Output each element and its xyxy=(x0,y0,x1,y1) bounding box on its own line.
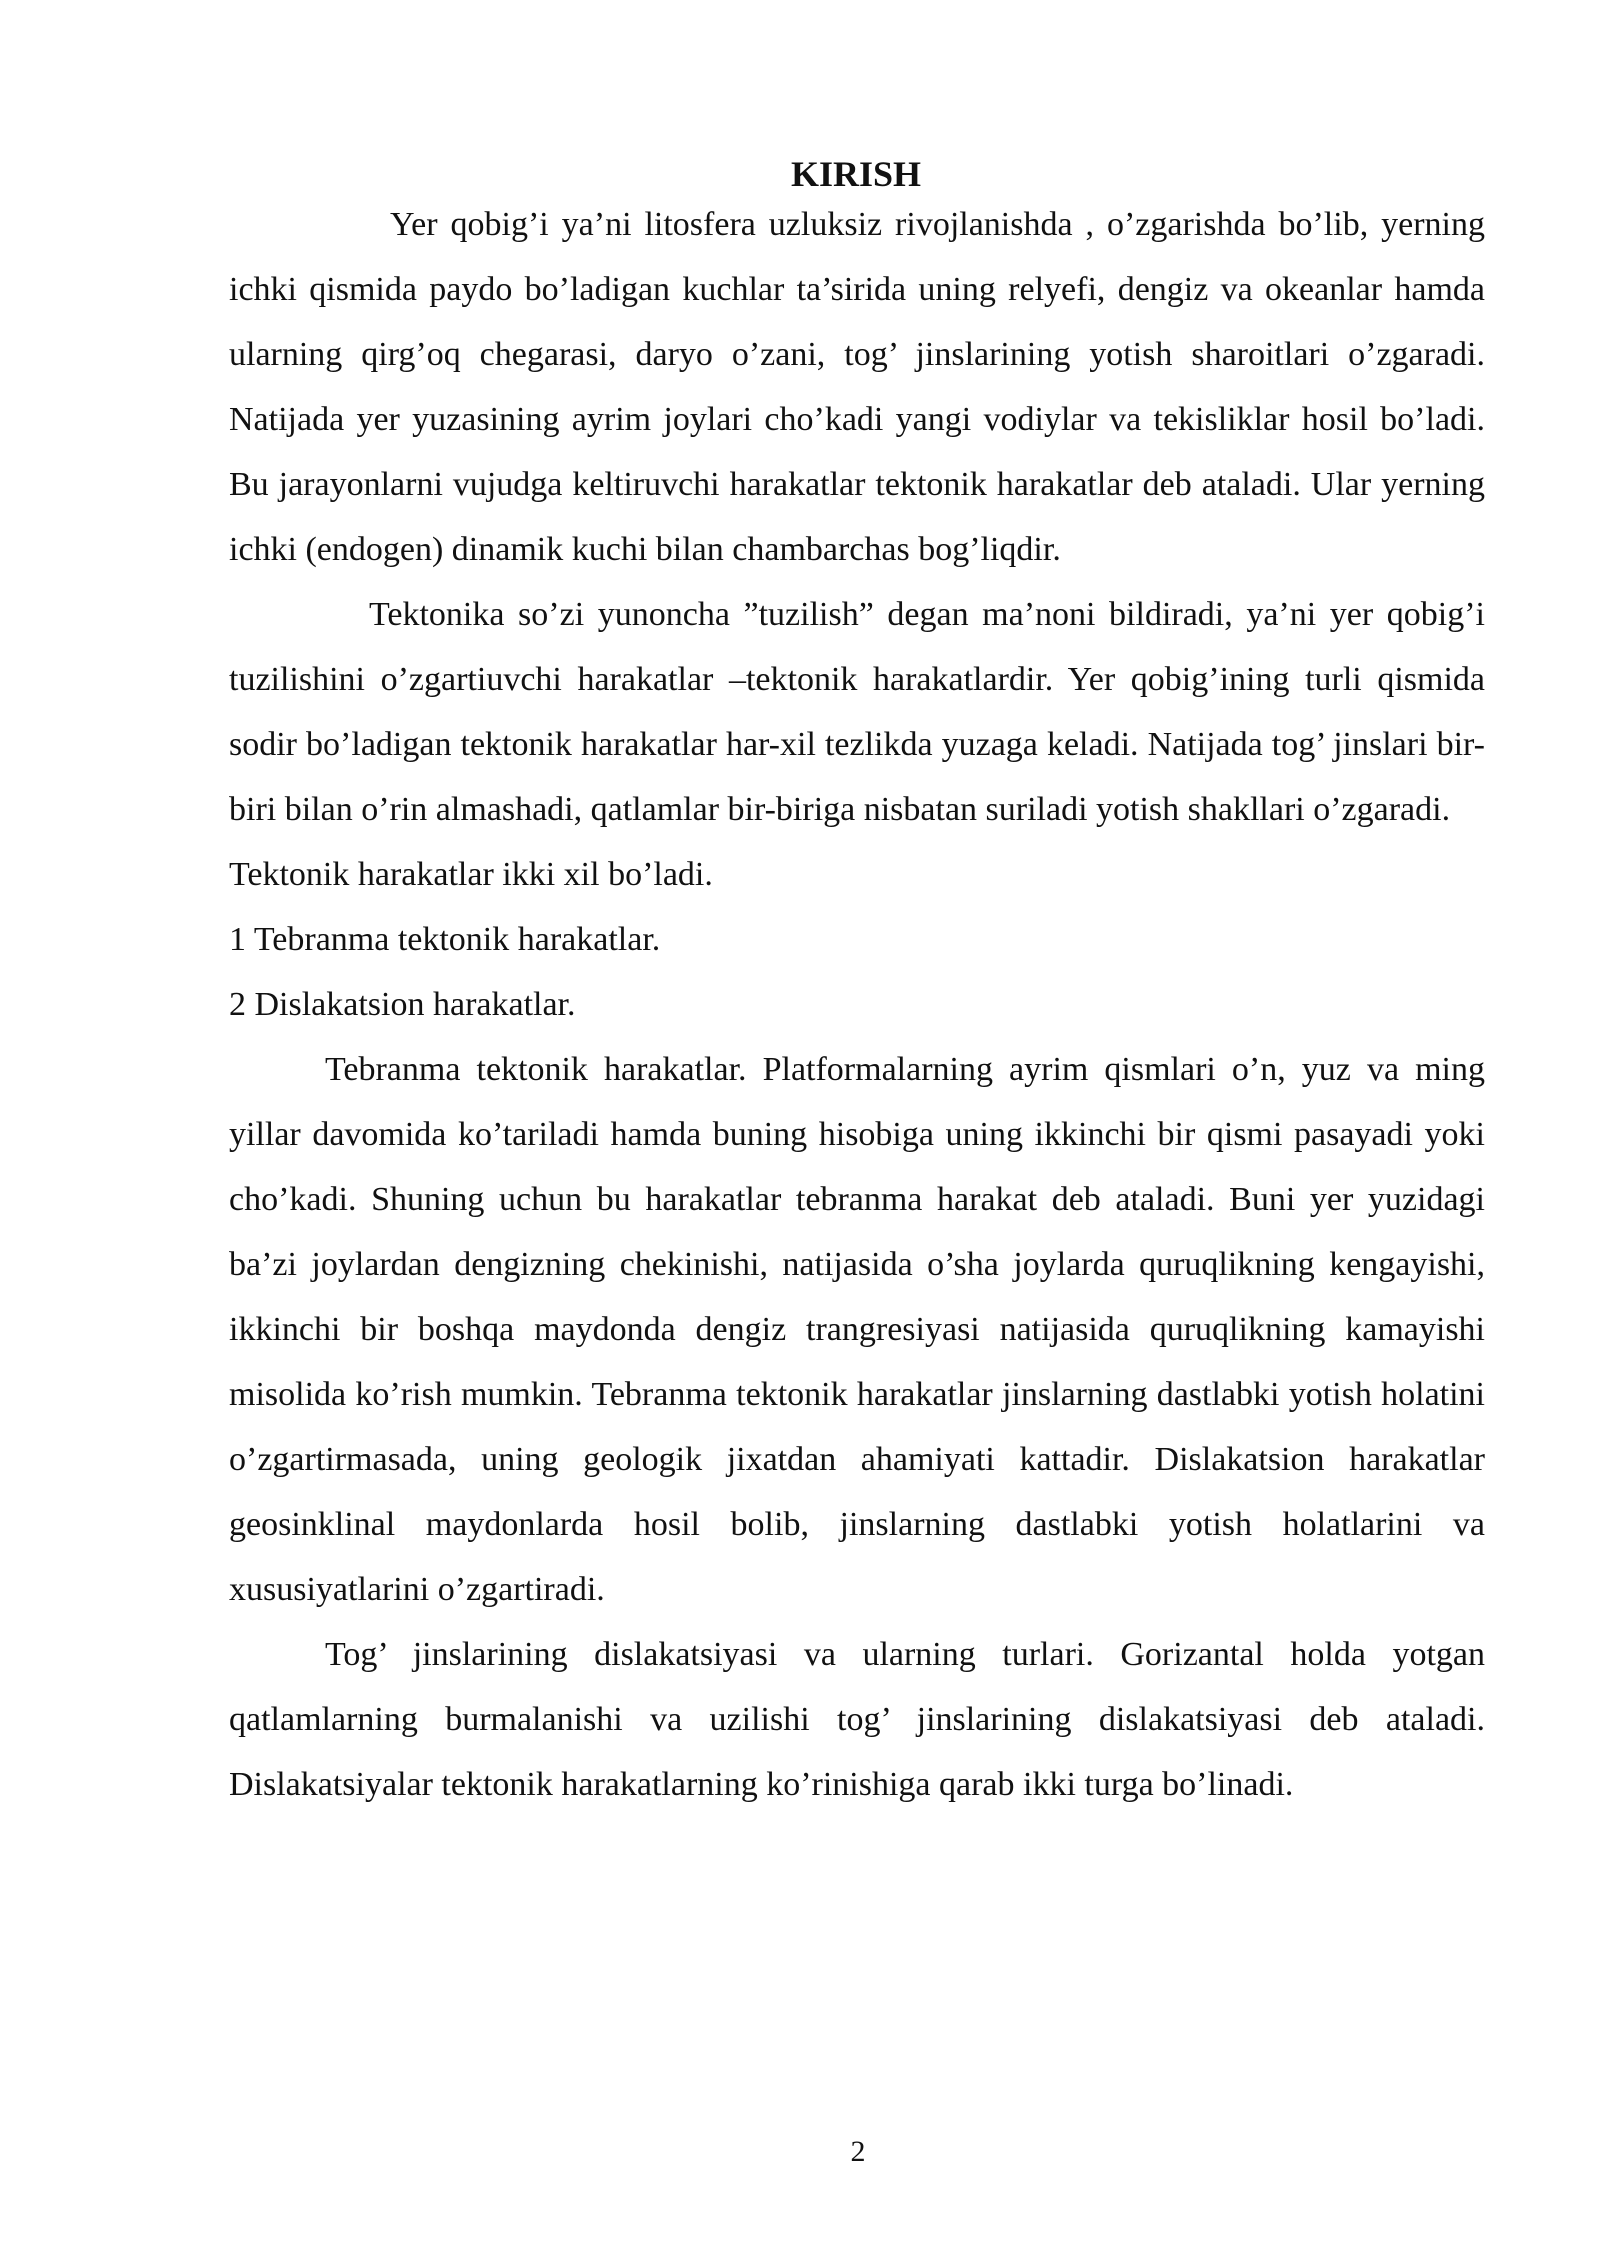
paragraph-intro: Yer qobig’i ya’ni litosfera uzluksiz rivojlanishda , o’zgarishda bo’lib, yerning ichki qismida paydo bo’ladigan kuchlar ta’sirida uning relyefi, dengiz va okeanlar hamda ularning qirg’oq chegarasi, daryo o’zani, tog’ jinslarining yotish sharoitlari o’zgaradi. Natijada yer yuzasining ayrim joylari cho’kadi yangi vodiylar va tekisliklar hosil bo’ladi. Bu jarayonlarni vujudga keltiruvchi harakatlar tektonik harakatlar deb ataladi. Ular yerning ichki (endogen) dinamik kuchi bilan chambarchas bog’liqdir. xyxy=(229,206,1485,568)
paragraph-tebranma: Tebranma tektonik harakatlar. Platformalarning ayrim qismlari o’n, yuz va ming yillar davomida ko’tariladi hamda buning hisobiga uning ikkinchi bir qismi pasayadi yoki cho’kadi. Shuning uchun bu harakatlar tebranma harakat deb ataladi. Buni yer yuzidagi ba’zi joylardan dengizning chekinishi, natijasida o’sha joylarda quruqlikning kengayishi, ikkinchi bir boshqa maydonda dengiz trangresiyasi natijasida quruqlikning kamayishi misolida ko’rish mumkin. Tebranma tektonik harakatlar jinslarning dastlabki yotish holatini o’zgartirmasada, uning geologik jixatdan ahamiyati kattadir. Dislakatsion harakatlar geosinklinal maydonlarda hosil bolib, jinslarning dastlabki yotish holatlarini va xususiyatlarini o’zgartiradi. xyxy=(229,1051,1485,1608)
list-item-1: 1 Tebranma tektonik harakatlar. xyxy=(229,921,661,958)
page-title: KIRISH xyxy=(790,154,922,194)
list-item-2: 2 Dislakatsion harakatlar. xyxy=(229,986,576,1023)
page-number: 2 xyxy=(850,2135,866,2168)
paragraph-tektonika: Tektonika so’zi yunoncha ”tuzilish” degan ma’noni bildiradi, ya’ni yer qobig’i tuzilishini o’zgartiuvchi harakatlar –tektonik harakatlardir. Yer qobig’ining turli qismida sodir bo’ladigan tektonik harakatlar har-xil tezlikda yuzaga keladi. Natijada tog’ jinslari bir-biri bilan o’rin almashadi, qatlamlar bir-biriga nisbatan suriladi yotish shakllari o’zgaradi. xyxy=(229,596,1485,828)
body-text xyxy=(229,192,1485,1817)
paragraph-dislakatsiya: Tog’ jinslarining dislakatsiyasi va ularning turlari. Gorizantal holda yotgan qatlamlarning burmalanishi va uzilishi tog’ jinslarining dislakatsiyasi deb ataladi. Dislakatsiyalar tektonik harakatlarning ko’rinishiga qarab ikki turga bo’linadi. xyxy=(229,1636,1485,1803)
paragraph-types-heading: Tektonik harakatlar ikki xil bo’ladi. xyxy=(229,856,713,893)
